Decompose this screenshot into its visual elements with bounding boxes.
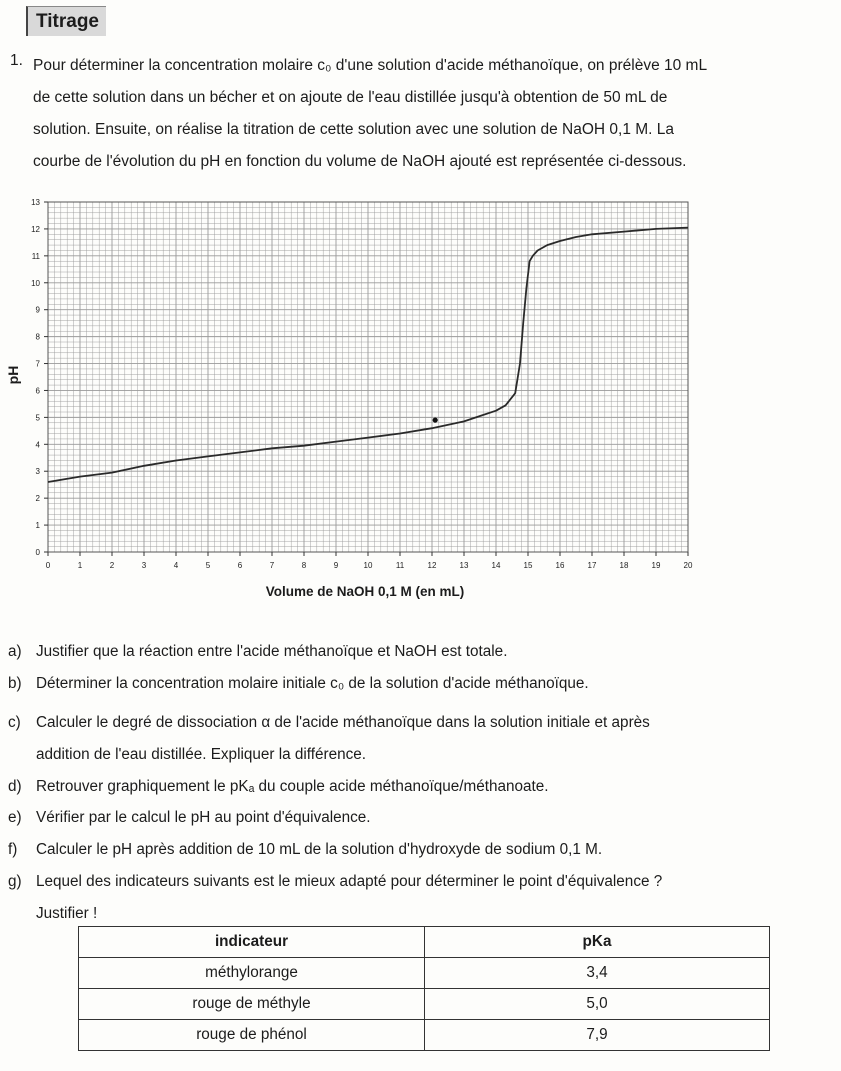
x-tick-label: 11 <box>395 561 405 570</box>
data-point <box>433 417 438 422</box>
y-tick-label: 2 <box>35 494 40 504</box>
subquestion-c <box>8 714 650 732</box>
y-tick-label: 5 <box>35 413 40 423</box>
table-cell-pka: 7,9 <box>425 1020 770 1051</box>
x-tick-label: 1 <box>77 561 83 570</box>
chart-grid <box>48 202 688 552</box>
table-row <box>79 958 770 989</box>
y-tick-label: 4 <box>35 440 40 450</box>
y-tick-label: 0 <box>35 548 40 557</box>
x-tick-label: 2 <box>109 561 115 570</box>
subquestion-a <box>8 643 507 661</box>
x-tick-label: 8 <box>301 561 307 570</box>
x-tick-label: 9 <box>333 561 339 570</box>
x-tick-label: 13 <box>459 561 469 570</box>
y-tick-label: 8 <box>35 332 40 342</box>
table-cell-pka: 5,0 <box>425 989 770 1020</box>
table-row <box>79 989 770 1020</box>
x-tick-label: 18 <box>619 561 629 570</box>
table-header-pka: pKa <box>425 927 770 958</box>
x-tick-label: 5 <box>205 561 211 570</box>
y-tick-label: 3 <box>35 467 40 477</box>
x-tick-label: 16 <box>555 561 565 570</box>
x-tick-label: 12 <box>427 561 437 570</box>
subquestion-e <box>8 809 371 827</box>
question-text <box>33 50 823 178</box>
table-header-indicateur: indicateur <box>79 927 425 958</box>
subquestion-f <box>8 841 602 859</box>
x-tick-label: 15 <box>523 561 533 570</box>
table-cell-pka: 3,4 <box>425 958 770 989</box>
y-tick-label: 1 <box>35 521 40 531</box>
titration-chart <box>5 190 720 610</box>
x-tick-label: 4 <box>173 561 179 570</box>
table-cell-indicator: rouge de méthyle <box>79 989 425 1020</box>
subquestion-text: Vérifier par le calcul le pH au point d'équivalence. <box>36 809 371 826</box>
question-line: solution. Ensuite, on réalise la titration de cette solution avec une solution de NaOH 0,1 M. La <box>33 121 675 138</box>
section-title: Titrage <box>26 6 106 36</box>
x-tick-label: 6 <box>237 561 243 570</box>
y-axis-label: pH <box>5 365 21 385</box>
x-tick-label: 19 <box>651 561 661 570</box>
question-line: courbe de l'évolution du pH en fonction du volume de NaOH ajouté est représentée ci-dessous. <box>33 153 687 170</box>
y-tick-label: 7 <box>35 359 40 369</box>
subquestion-d <box>8 778 549 796</box>
subquestion-text: Calculer le degré de dissociation α de l'acide méthanoïque dans la solution initiale et après <box>36 714 650 731</box>
subquestion-label: b) <box>8 675 22 692</box>
question-line: de cette solution dans un bécher et on ajoute de l'eau distillée jusqu'à obtention de 50 mL de <box>33 89 668 106</box>
y-tick-label: 10 <box>31 278 40 288</box>
subquestion-label: d) <box>8 778 22 795</box>
subquestion-g <box>8 873 662 891</box>
y-tick-label: 11 <box>31 251 40 261</box>
subquestion-text: Lequel des indicateurs suivants est le mieux adapté pour déterminer le point d'équivalence ? <box>36 873 663 890</box>
subquestion-label: f) <box>8 841 18 858</box>
subquestion-text: Calculer le pH après addition de 10 mL de la solution d'hydroxyde de sodium 0,1 M. <box>36 841 603 858</box>
subquestion-text-continued: Justifier ! <box>36 905 98 922</box>
question-number: 1. <box>10 52 23 69</box>
y-tick-label: 6 <box>35 386 40 396</box>
subquestion-label: c) <box>8 714 21 731</box>
indicator-table <box>78 926 770 1051</box>
subquestion-text: Déterminer la concentration molaire initiale c₀ de la solution d'acide méthanoïque. <box>36 675 589 692</box>
x-tick-label: 3 <box>141 561 147 570</box>
question-line: Pour déterminer la concentration molaire c₀ d'une solution d'acide méthanoïque, on prélève 10 mL <box>33 57 708 74</box>
subquestion-text-continued: addition de l'eau distillée. Expliquer la différence. <box>36 746 367 763</box>
x-tick-label: 10 <box>363 561 373 570</box>
x-axis-label: Volume de NaOH 0,1 M (en mL) <box>265 584 465 599</box>
table-cell-indicator: méthylorange <box>79 958 425 989</box>
x-tick-label: 0 <box>45 561 51 570</box>
x-tick-label: 17 <box>587 561 597 570</box>
table-header-row <box>79 927 770 958</box>
x-tick-label: 7 <box>269 561 275 570</box>
subquestion-b <box>8 675 589 693</box>
subquestion-text: Justifier que la réaction entre l'acide méthanoïque et NaOH est totale. <box>36 643 508 660</box>
x-tick-label: 14 <box>491 561 501 570</box>
y-tick-label: 13 <box>31 198 40 207</box>
table-row <box>79 1020 770 1051</box>
y-tick-label: 12 <box>31 224 40 234</box>
x-tick-label: 20 <box>683 561 693 570</box>
table-cell-indicator: rouge de phénol <box>79 1020 425 1051</box>
subquestion-text: Retrouver graphiquement le pKₐ du couple acide méthanoïque/méthanoate. <box>36 778 549 795</box>
subquestion-label: a) <box>8 643 22 660</box>
subquestion-label: e) <box>8 809 22 826</box>
y-tick-label: 9 <box>35 305 40 315</box>
subquestion-label: g) <box>8 873 22 890</box>
